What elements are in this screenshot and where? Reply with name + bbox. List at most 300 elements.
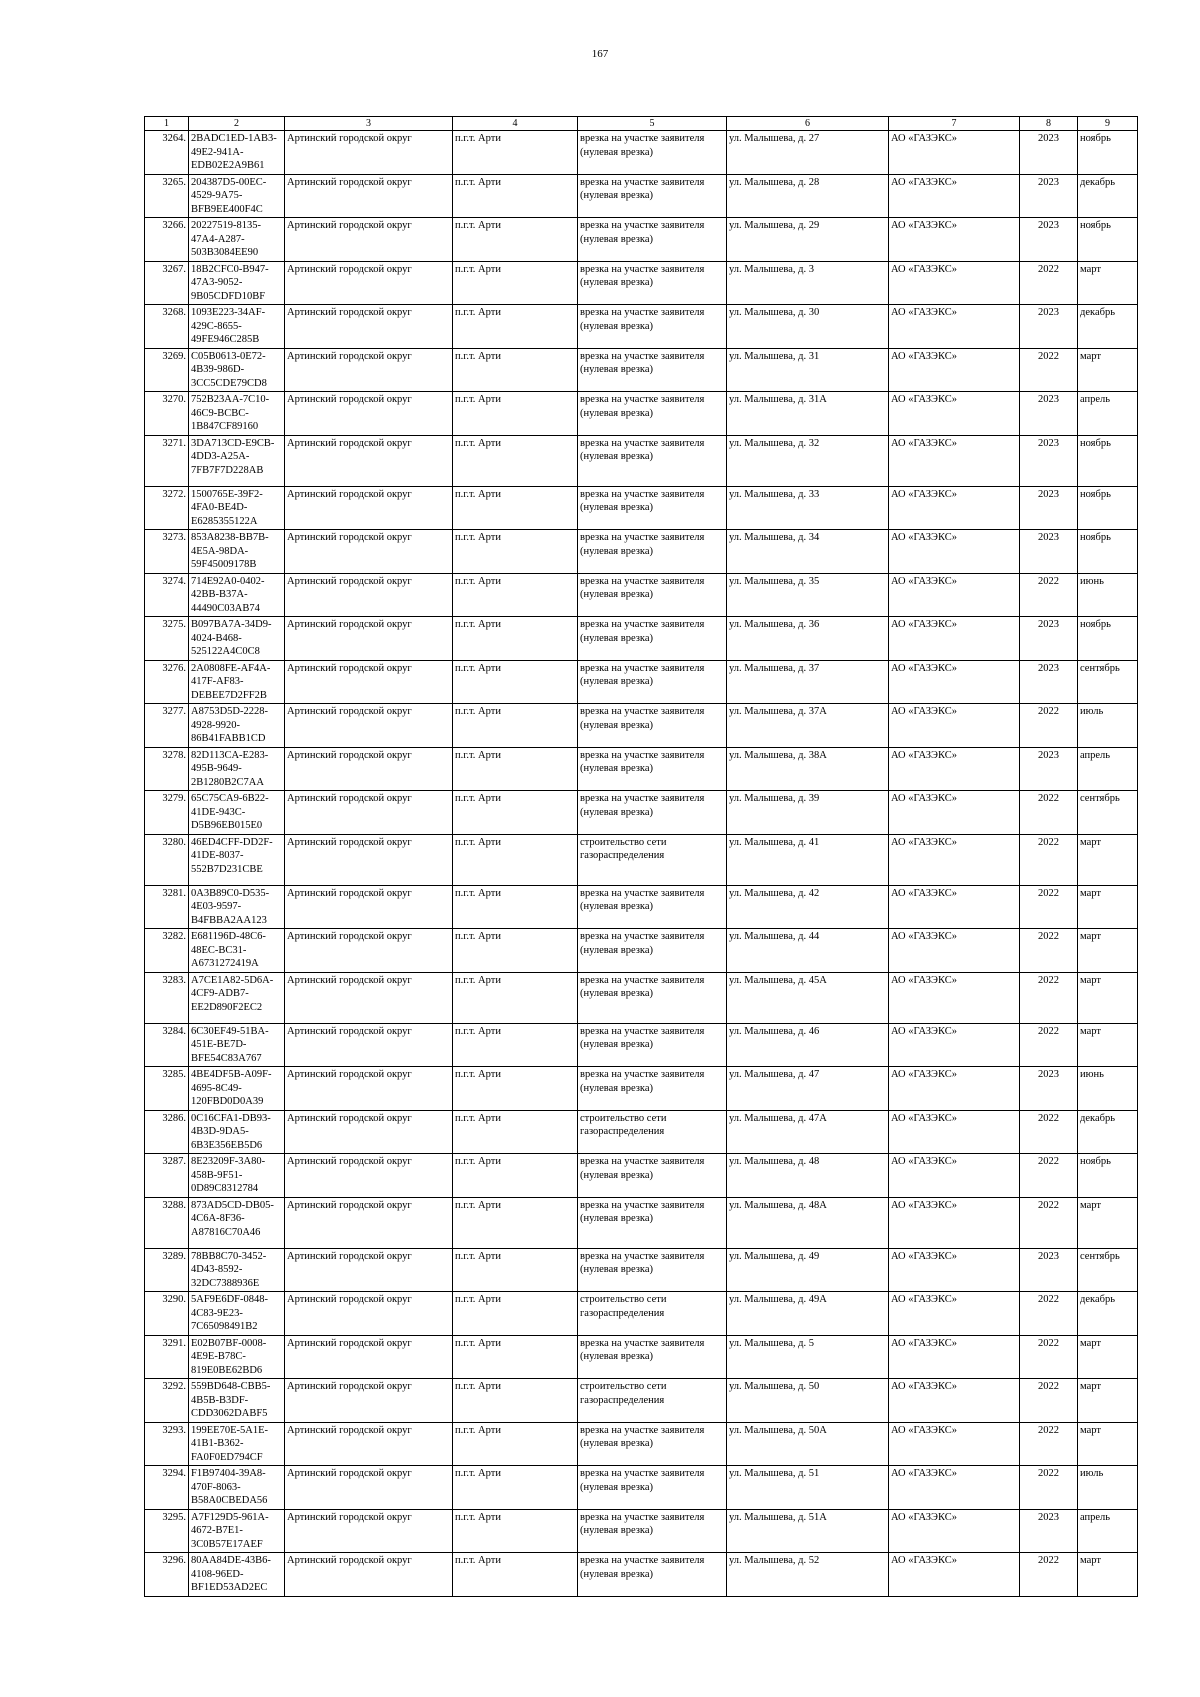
gas-distribution-org: АО «ГАЗЭКС»: [889, 131, 1020, 175]
object-id: 0C16CFA1-DB93- 4B3D-9DA5- 6B3E356EB5D6: [189, 1110, 285, 1154]
settlement-name: п.г.т. Арти: [453, 1553, 578, 1597]
gas-distribution-org: АО «ГАЗЭКС»: [889, 530, 1020, 574]
object-id: 80AA84DE-43B6- 4108-96ED- BF1ED53AD2EC: [189, 1553, 285, 1597]
address: ул. Малышева, д. 46: [727, 1023, 889, 1067]
address: ул. Малышева, д. 52: [727, 1553, 889, 1597]
district-name: Артинский городской округ: [285, 1248, 453, 1292]
settlement-name: п.г.т. Арти: [453, 174, 578, 218]
settlement-name: п.г.т. Арти: [453, 573, 578, 617]
object-id: 1500765E-39F2- 4FA0-BE4D- E6285355122A: [189, 486, 285, 530]
row-number: 3284.: [145, 1023, 189, 1067]
planned-year: 2022: [1020, 1197, 1078, 1248]
gas-distribution-org: АО «ГАЗЭКС»: [889, 1110, 1020, 1154]
gas-distribution-org: АО «ГАЗЭКС»: [889, 261, 1020, 305]
row-number: 3285.: [145, 1067, 189, 1111]
connection-type: врезка на участке заявителя (нулевая врезка): [578, 1248, 727, 1292]
gas-distribution-org: АО «ГАЗЭКС»: [889, 747, 1020, 791]
planned-year: 2023: [1020, 617, 1078, 661]
planned-year: 2023: [1020, 1509, 1078, 1553]
object-id: 873AD5CD-DB05- 4C6A-8F36- A87816C70A46: [189, 1197, 285, 1248]
address: ул. Малышева, д. 37А: [727, 704, 889, 748]
planned-month: апрель: [1078, 747, 1138, 791]
connection-type: врезка на участке заявителя (нулевая врезка): [578, 1422, 727, 1466]
table-body: [145, 131, 1138, 1597]
planned-year: 2023: [1020, 131, 1078, 175]
settlement-name: п.г.т. Арти: [453, 834, 578, 885]
district-name: Артинский городской округ: [285, 791, 453, 835]
settlement-name: п.г.т. Арти: [453, 1154, 578, 1198]
planned-month: декабрь: [1078, 305, 1138, 349]
settlement-name: п.г.т. Арти: [453, 1292, 578, 1336]
connection-type: врезка на участке заявителя (нулевая врезка): [578, 617, 727, 661]
object-id: 65C75CA9-6B22- 41DE-943C- D5B96EB015E0: [189, 791, 285, 835]
planned-month: март: [1078, 834, 1138, 885]
gas-distribution-org: АО «ГАЗЭКС»: [889, 791, 1020, 835]
table-row: [145, 530, 1138, 574]
planned-year: 2022: [1020, 704, 1078, 748]
planned-month: март: [1078, 885, 1138, 929]
planned-year: 2022: [1020, 885, 1078, 929]
planned-month: ноябрь: [1078, 131, 1138, 175]
address: ул. Малышева, д. 29: [727, 218, 889, 262]
address: ул. Малышева, д. 5: [727, 1335, 889, 1379]
address: ул. Малышева, д. 48А: [727, 1197, 889, 1248]
settlement-name: п.г.т. Арти: [453, 305, 578, 349]
settlement-name: п.г.т. Арти: [453, 704, 578, 748]
settlement-name: п.г.т. Арти: [453, 1248, 578, 1292]
district-name: Артинский городской округ: [285, 885, 453, 929]
object-id: 20227519-8135- 47A4-A287- 503B3084EE90: [189, 218, 285, 262]
planned-month: март: [1078, 1023, 1138, 1067]
district-name: Артинский городской округ: [285, 747, 453, 791]
gas-distribution-org: АО «ГАЗЭКС»: [889, 1509, 1020, 1553]
connection-type: врезка на участке заявителя (нулевая врезка): [578, 929, 727, 973]
row-number: 3264.: [145, 131, 189, 175]
connection-type: строительство сети газораспределения: [578, 1379, 727, 1423]
planned-month: ноябрь: [1078, 435, 1138, 486]
gas-distribution-org: АО «ГАЗЭКС»: [889, 305, 1020, 349]
table-row: [145, 1553, 1138, 1597]
planned-year: 2022: [1020, 261, 1078, 305]
table-row: [145, 435, 1138, 486]
gas-distribution-org: АО «ГАЗЭКС»: [889, 1197, 1020, 1248]
address: ул. Малышева, д. 38А: [727, 747, 889, 791]
district-name: Артинский городской округ: [285, 573, 453, 617]
row-number: 3288.: [145, 1197, 189, 1248]
planned-year: 2022: [1020, 573, 1078, 617]
table-row: [145, 1422, 1138, 1466]
table-row: [145, 348, 1138, 392]
table-row: [145, 1292, 1138, 1336]
district-name: Артинский городской округ: [285, 1292, 453, 1336]
gas-distribution-org: АО «ГАЗЭКС»: [889, 435, 1020, 486]
planned-year: 2022: [1020, 791, 1078, 835]
table-row: [145, 392, 1138, 436]
planned-year: 2023: [1020, 435, 1078, 486]
object-id: A8753D5D-2228- 4928-9920- 86B41FABB1CD: [189, 704, 285, 748]
table-row: [145, 1154, 1138, 1198]
table-row: [145, 791, 1138, 835]
planned-month: март: [1078, 1379, 1138, 1423]
connection-type: врезка на участке заявителя (нулевая врезка): [578, 704, 727, 748]
district-name: Артинский городской округ: [285, 392, 453, 436]
table-row: [145, 1335, 1138, 1379]
object-id: 0A3B89C0-D535- 4E03-9597- B4FBBA2AA123: [189, 885, 285, 929]
connection-type: строительство сети газораспределения: [578, 834, 727, 885]
table-row: [145, 1379, 1138, 1423]
address: ул. Малышева, д. 39: [727, 791, 889, 835]
district-name: Артинский городской округ: [285, 834, 453, 885]
planned-year: 2023: [1020, 1248, 1078, 1292]
address: ул. Малышева, д. 30: [727, 305, 889, 349]
table-row: [145, 617, 1138, 661]
connection-type: врезка на участке заявителя (нулевая врезка): [578, 1067, 727, 1111]
table-row: [145, 218, 1138, 262]
planned-year: 2022: [1020, 1553, 1078, 1597]
district-name: Артинский городской округ: [285, 1509, 453, 1553]
row-number: 3273.: [145, 530, 189, 574]
district-name: Артинский городской округ: [285, 530, 453, 574]
planned-year: 2022: [1020, 1379, 1078, 1423]
planned-month: март: [1078, 1335, 1138, 1379]
settlement-name: п.г.т. Арти: [453, 1023, 578, 1067]
table-row: [145, 972, 1138, 1023]
row-number: 3283.: [145, 972, 189, 1023]
district-name: Артинский городской округ: [285, 617, 453, 661]
district-name: Артинский городской округ: [285, 305, 453, 349]
object-id: 78BB8C70-3452- 4D43-8592- 32DC7388936E: [189, 1248, 285, 1292]
planned-year: 2022: [1020, 348, 1078, 392]
planned-month: ноябрь: [1078, 530, 1138, 574]
planned-year: 2022: [1020, 929, 1078, 973]
row-number: 3282.: [145, 929, 189, 973]
gas-distribution-org: АО «ГАЗЭКС»: [889, 1154, 1020, 1198]
district-name: Артинский городской округ: [285, 1466, 453, 1510]
settlement-name: п.г.т. Арти: [453, 435, 578, 486]
table-row: [145, 747, 1138, 791]
gas-distribution-org: АО «ГАЗЭКС»: [889, 1067, 1020, 1111]
object-id: C05B0613-0E72- 4B39-986D- 3CC5CDE79CD8: [189, 348, 285, 392]
planned-month: ноябрь: [1078, 486, 1138, 530]
object-id: 1093E223-34AF- 429C-8655- 49FE946C285B: [189, 305, 285, 349]
row-number: 3291.: [145, 1335, 189, 1379]
planned-year: 2022: [1020, 1422, 1078, 1466]
table-row: [145, 1023, 1138, 1067]
planned-year: 2023: [1020, 486, 1078, 530]
row-number: 3265.: [145, 174, 189, 218]
row-number: 3287.: [145, 1154, 189, 1198]
planned-month: март: [1078, 261, 1138, 305]
settlement-name: п.г.т. Арти: [453, 1379, 578, 1423]
address: ул. Малышева, д. 28: [727, 174, 889, 218]
connection-type: врезка на участке заявителя (нулевая врезка): [578, 1466, 727, 1510]
column-header: 6: [727, 117, 889, 131]
planned-year: 2023: [1020, 747, 1078, 791]
planned-year: 2023: [1020, 1067, 1078, 1111]
settlement-name: п.г.т. Арти: [453, 392, 578, 436]
planned-year: 2022: [1020, 1110, 1078, 1154]
planned-year: 2023: [1020, 660, 1078, 704]
table-row: [145, 1248, 1138, 1292]
object-id: 199EE70E-5A1E- 41B1-B362- FA0F0ED794CF: [189, 1422, 285, 1466]
connection-type: строительство сети газораспределения: [578, 1110, 727, 1154]
planned-month: март: [1078, 972, 1138, 1023]
address: ул. Малышева, д. 48: [727, 1154, 889, 1198]
address: ул. Малышева, д. 49: [727, 1248, 889, 1292]
table-row: [145, 174, 1138, 218]
connection-type: строительство сети газораспределения: [578, 1292, 727, 1336]
connection-type: врезка на участке заявителя (нулевая врезка): [578, 573, 727, 617]
table-row: [145, 1509, 1138, 1553]
district-name: Артинский городской округ: [285, 660, 453, 704]
column-number-row: [145, 117, 1138, 131]
row-number: 3272.: [145, 486, 189, 530]
row-number: 3279.: [145, 791, 189, 835]
planned-year: 2023: [1020, 530, 1078, 574]
district-name: Артинский городской округ: [285, 704, 453, 748]
object-id: 46ED4CFF-DD2F- 41DE-8037- 552B7D231CBE: [189, 834, 285, 885]
address: ул. Малышева, д. 37: [727, 660, 889, 704]
row-number: 3275.: [145, 617, 189, 661]
object-id: E681196D-48C6- 48EC-BC31- A6731272419A: [189, 929, 285, 973]
object-id: 8E23209F-3A80- 458B-9F51- 0D89C8312784: [189, 1154, 285, 1198]
address: ул. Малышева, д. 31: [727, 348, 889, 392]
address: ул. Малышева, д. 49А: [727, 1292, 889, 1336]
planned-month: сентябрь: [1078, 1248, 1138, 1292]
district-name: Артинский городской округ: [285, 1553, 453, 1597]
address: ул. Малышева, д. 33: [727, 486, 889, 530]
address: ул. Малышева, д. 51А: [727, 1509, 889, 1553]
row-number: 3267.: [145, 261, 189, 305]
table-row: [145, 1110, 1138, 1154]
column-header: 3: [285, 117, 453, 131]
gas-distribution-org: АО «ГАЗЭКС»: [889, 174, 1020, 218]
settlement-name: п.г.т. Арти: [453, 660, 578, 704]
gas-distribution-org: АО «ГАЗЭКС»: [889, 1023, 1020, 1067]
address: ул. Малышева, д. 27: [727, 131, 889, 175]
planned-month: апрель: [1078, 1509, 1138, 1553]
column-header: 5: [578, 117, 727, 131]
object-id: 18B2CFC0-B947- 47A3-9052- 9B05CDFD10BF: [189, 261, 285, 305]
row-number: 3280.: [145, 834, 189, 885]
object-id: 82D113CA-E283- 495B-9649- 2B1280B2C7AA: [189, 747, 285, 791]
gas-distribution-org: АО «ГАЗЭКС»: [889, 929, 1020, 973]
settlement-name: п.г.т. Арти: [453, 1422, 578, 1466]
connection-type: врезка на участке заявителя (нулевая врезка): [578, 131, 727, 175]
settlement-name: п.г.т. Арти: [453, 218, 578, 262]
district-name: Артинский городской округ: [285, 1197, 453, 1248]
table-row: [145, 704, 1138, 748]
row-number: 3278.: [145, 747, 189, 791]
object-id: 752B23AA-7C10- 46C9-BCBC- 1B847CF89160: [189, 392, 285, 436]
gasification-register-table: [144, 116, 1138, 1597]
object-id: 559BD648-CBB5- 4B5B-B3DF- CDD3062DABF5: [189, 1379, 285, 1423]
planned-month: июнь: [1078, 573, 1138, 617]
district-name: Артинский городской округ: [285, 1154, 453, 1198]
district-name: Артинский городской округ: [285, 1379, 453, 1423]
gas-distribution-org: АО «ГАЗЭКС»: [889, 617, 1020, 661]
connection-type: врезка на участке заявителя (нулевая врезка): [578, 305, 727, 349]
address: ул. Малышева, д. 3: [727, 261, 889, 305]
district-name: Артинский городской округ: [285, 261, 453, 305]
connection-type: врезка на участке заявителя (нулевая врезка): [578, 348, 727, 392]
column-header: 8: [1020, 117, 1078, 131]
table-row: [145, 486, 1138, 530]
settlement-name: п.г.т. Арти: [453, 1466, 578, 1510]
district-name: Артинский городской округ: [285, 1023, 453, 1067]
gas-distribution-org: АО «ГАЗЭКС»: [889, 1553, 1020, 1597]
table-row: [145, 1466, 1138, 1510]
planned-month: ноябрь: [1078, 218, 1138, 262]
object-id: B097BA7A-34D9- 4024-B468- 525122A4C0C8: [189, 617, 285, 661]
table-row: [145, 929, 1138, 973]
planned-year: 2022: [1020, 1154, 1078, 1198]
object-id: 204387D5-00EC- 4529-9A75- BFB9EE400F4C: [189, 174, 285, 218]
district-name: Артинский городской округ: [285, 1335, 453, 1379]
object-id: A7CE1A82-5D6A- 4CF9-ADB7- EE2D890F2EC2: [189, 972, 285, 1023]
row-number: 3271.: [145, 435, 189, 486]
connection-type: врезка на участке заявителя (нулевая врезка): [578, 747, 727, 791]
connection-type: врезка на участке заявителя (нулевая врезка): [578, 660, 727, 704]
planned-month: март: [1078, 1553, 1138, 1597]
gas-distribution-org: АО «ГАЗЭКС»: [889, 834, 1020, 885]
planned-month: апрель: [1078, 392, 1138, 436]
settlement-name: п.г.т. Арти: [453, 929, 578, 973]
settlement-name: п.г.т. Арти: [453, 1509, 578, 1553]
settlement-name: п.г.т. Арти: [453, 486, 578, 530]
gas-distribution-org: АО «ГАЗЭКС»: [889, 348, 1020, 392]
object-id: 4BE4DF5B-A09F- 4695-8C49- 120FBD0D0A39: [189, 1067, 285, 1111]
district-name: Артинский городской округ: [285, 1067, 453, 1111]
settlement-name: п.г.т. Арти: [453, 791, 578, 835]
object-id: 5AF9E6DF-0848- 4C83-9E23- 7C65098491B2: [189, 1292, 285, 1336]
address: ул. Малышева, д. 34: [727, 530, 889, 574]
address: ул. Малышева, д. 32: [727, 435, 889, 486]
settlement-name: п.г.т. Арти: [453, 1197, 578, 1248]
settlement-name: п.г.т. Арти: [453, 972, 578, 1023]
district-name: Артинский городской округ: [285, 174, 453, 218]
planned-month: сентябрь: [1078, 791, 1138, 835]
planned-month: ноябрь: [1078, 617, 1138, 661]
table-row: [145, 660, 1138, 704]
district-name: Артинский городской округ: [285, 131, 453, 175]
address: ул. Малышева, д. 42: [727, 885, 889, 929]
address: ул. Малышева, д. 45А: [727, 972, 889, 1023]
row-number: 3281.: [145, 885, 189, 929]
table-row: [145, 1067, 1138, 1111]
page-number: 167: [591, 48, 609, 60]
planned-year: 2022: [1020, 1023, 1078, 1067]
table-row: [145, 305, 1138, 349]
gas-distribution-org: АО «ГАЗЭКС»: [889, 573, 1020, 617]
object-id: F1B97404-39A8- 470F-8063- B58A0CBEDA56: [189, 1466, 285, 1510]
connection-type: врезка на участке заявителя (нулевая врезка): [578, 972, 727, 1023]
address: ул. Малышева, д. 31А: [727, 392, 889, 436]
connection-type: врезка на участке заявителя (нулевая врезка): [578, 174, 727, 218]
district-name: Артинский городской округ: [285, 972, 453, 1023]
district-name: Артинский городской округ: [285, 929, 453, 973]
table-row: [145, 834, 1138, 885]
gas-distribution-org: АО «ГАЗЭКС»: [889, 1379, 1020, 1423]
connection-type: врезка на участке заявителя (нулевая врезка): [578, 392, 727, 436]
gas-distribution-org: АО «ГАЗЭКС»: [889, 660, 1020, 704]
settlement-name: п.г.т. Арти: [453, 530, 578, 574]
connection-type: врезка на участке заявителя (нулевая врезка): [578, 486, 727, 530]
object-id: 2A0808FE-AF4A- 417F-AF83- DEBEE7D2FF2B: [189, 660, 285, 704]
connection-type: врезка на участке заявителя (нулевая врезка): [578, 1197, 727, 1248]
connection-type: врезка на участке заявителя (нулевая врезка): [578, 261, 727, 305]
connection-type: врезка на участке заявителя (нулевая врезка): [578, 218, 727, 262]
column-header: 4: [453, 117, 578, 131]
planned-month: сентябрь: [1078, 660, 1138, 704]
planned-month: июль: [1078, 704, 1138, 748]
address: ул. Малышева, д. 47А: [727, 1110, 889, 1154]
settlement-name: п.г.т. Арти: [453, 747, 578, 791]
settlement-name: п.г.т. Арти: [453, 348, 578, 392]
planned-month: март: [1078, 348, 1138, 392]
planned-month: июнь: [1078, 1067, 1138, 1111]
gas-distribution-org: АО «ГАЗЭКС»: [889, 1292, 1020, 1336]
gas-distribution-org: АО «ГАЗЭКС»: [889, 392, 1020, 436]
planned-year: 2022: [1020, 1335, 1078, 1379]
settlement-name: п.г.т. Арти: [453, 617, 578, 661]
district-name: Артинский городской округ: [285, 348, 453, 392]
column-header: 2: [189, 117, 285, 131]
connection-type: врезка на участке заявителя (нулевая врезка): [578, 1023, 727, 1067]
connection-type: врезка на участке заявителя (нулевая врезка): [578, 1553, 727, 1597]
planned-year: 2022: [1020, 834, 1078, 885]
planned-month: ноябрь: [1078, 1154, 1138, 1198]
planned-month: июль: [1078, 1466, 1138, 1510]
row-number: 3277.: [145, 704, 189, 748]
object-id: 2BADC1ED-1AB3- 49E2-941A- EDB02E2A9B61: [189, 131, 285, 175]
planned-month: декабрь: [1078, 1292, 1138, 1336]
gas-distribution-org: АО «ГАЗЭКС»: [889, 972, 1020, 1023]
gas-distribution-org: АО «ГАЗЭКС»: [889, 1248, 1020, 1292]
object-id: 3DA713CD-E9CB- 4DD3-A25A- 7FB7F7D228AB: [189, 435, 285, 486]
address: ул. Малышева, д. 35: [727, 573, 889, 617]
planned-month: декабрь: [1078, 1110, 1138, 1154]
object-id: E02B07BF-0008- 4E9E-B78C- 819E0BE62BD6: [189, 1335, 285, 1379]
column-header: 1: [145, 117, 189, 131]
planned-year: 2022: [1020, 1292, 1078, 1336]
connection-type: врезка на участке заявителя (нулевая врезка): [578, 435, 727, 486]
planned-year: 2023: [1020, 392, 1078, 436]
connection-type: врезка на участке заявителя (нулевая врезка): [578, 1509, 727, 1553]
settlement-name: п.г.т. Арти: [453, 261, 578, 305]
address: ул. Малышева, д. 50А: [727, 1422, 889, 1466]
row-number: 3274.: [145, 573, 189, 617]
row-number: 3292.: [145, 1379, 189, 1423]
district-name: Артинский городской округ: [285, 1422, 453, 1466]
address: ул. Малышева, д. 47: [727, 1067, 889, 1111]
table-row: [145, 1197, 1138, 1248]
object-id: A7F129D5-961A- 4672-B7E1- 3C0B57E17AEF: [189, 1509, 285, 1553]
table-row: [145, 885, 1138, 929]
gas-distribution-org: АО «ГАЗЭКС»: [889, 1422, 1020, 1466]
object-id: 714E92A0-0402- 42BB-B37A- 44490C03AB74: [189, 573, 285, 617]
planned-year: 2023: [1020, 305, 1078, 349]
district-name: Артинский городской округ: [285, 486, 453, 530]
planned-month: март: [1078, 1422, 1138, 1466]
address: ул. Малышева, д. 44: [727, 929, 889, 973]
planned-month: декабрь: [1078, 174, 1138, 218]
row-number: 3270.: [145, 392, 189, 436]
planned-year: 2022: [1020, 1466, 1078, 1510]
connection-type: врезка на участке заявителя (нулевая врезка): [578, 885, 727, 929]
row-number: 3286.: [145, 1110, 189, 1154]
row-number: 3269.: [145, 348, 189, 392]
